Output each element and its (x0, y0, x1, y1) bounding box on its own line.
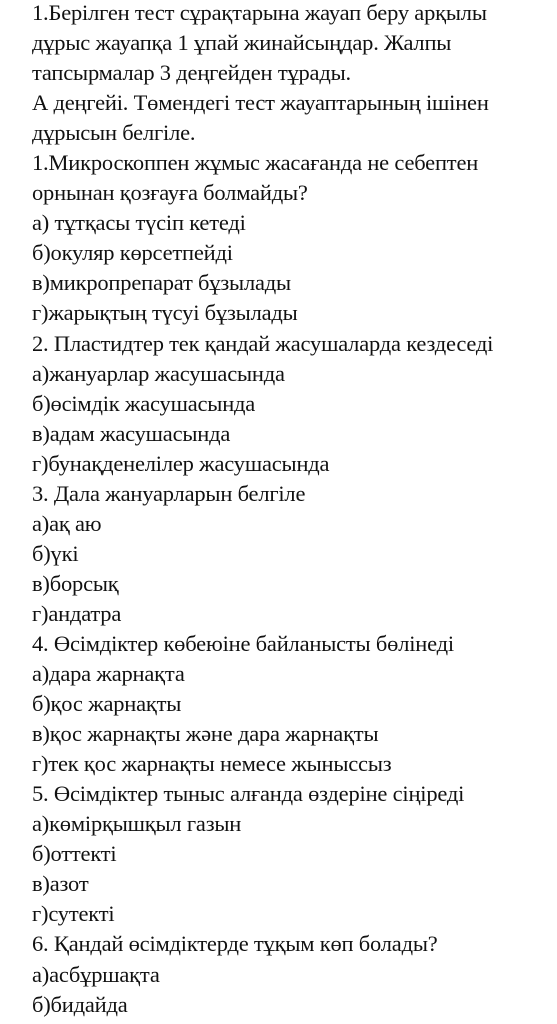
question-2: 2. Пластидтер тек қандай жасушаларда кездеседі (32, 330, 494, 356)
answer-option: в)борсық (32, 570, 119, 596)
question-1: 1.Микроскоппен жұмыс жасағанда не себептен (32, 150, 479, 176)
answer-option: б)оттекті (32, 841, 117, 867)
answer-option: б)бидайда (32, 991, 128, 1017)
answer-option: б)окуляр көрсетпейді (32, 240, 233, 266)
answer-option: г)тек қос жарнақты немесе жыныссыз (32, 751, 392, 777)
answer-option: в)қос жарнақты және дара жарнақты (32, 721, 379, 747)
answer-option: в)адам жасушасында (32, 420, 231, 446)
answer-option: а)жануарлар жасушасында (32, 360, 285, 386)
answer-option: а)дара жарнақта (32, 661, 185, 687)
section-heading: А деңгейі. Төмендегі тест жауаптарының ішінен (32, 90, 489, 116)
question-5: 5. Өсімдіктер тыныс алғанда өздеріне сіңіреді (32, 781, 465, 807)
question-3: 3. Дала жануарларын белгіле (32, 480, 306, 506)
intro-line: 1.Берілген тест сұрақтарына жауап беру арқылы (32, 0, 487, 25)
answer-option: а)асбұршақта (32, 961, 160, 987)
section-heading: дұрысын белгіле. (32, 120, 196, 146)
question-4: 4. Өсімдіктер көбеюіне байланысты бөлінеді (32, 630, 454, 656)
answer-option: в)азот (32, 871, 89, 897)
answer-option: г)жарықтың түсуі бұзылады (32, 300, 298, 326)
answer-option: а) тұтқасы түсіп кетеді (32, 210, 246, 236)
answer-option: б)өсімдік жасушасында (32, 390, 256, 416)
answer-option: а)ақ аю (32, 510, 102, 536)
answer-option: б)қос жарнақты (32, 691, 182, 717)
answer-option: г)бунақденелілер жасушасында (32, 450, 330, 476)
answer-option: г)сутекті (32, 901, 115, 927)
answer-option: а)көмірқышқыл газын (32, 811, 242, 837)
text-body (32, 0, 493, 1020)
question-6: 6. Қандай өсімдіктерде тұқым көп болады? (32, 931, 438, 957)
intro-line: тапсырмалар 3 деңгейден тұрады. (32, 60, 351, 86)
answer-option: г)андатра (32, 600, 122, 626)
intro-line: дұрыс жауапқа 1 ұпай жинайсыңдар. Жалпы (32, 30, 452, 56)
answer-option: б)үкі (32, 540, 79, 566)
question-1: орнынан қозғауға болмайды? (32, 180, 308, 206)
answer-option: в)микропрепарат бұзылады (32, 270, 291, 296)
